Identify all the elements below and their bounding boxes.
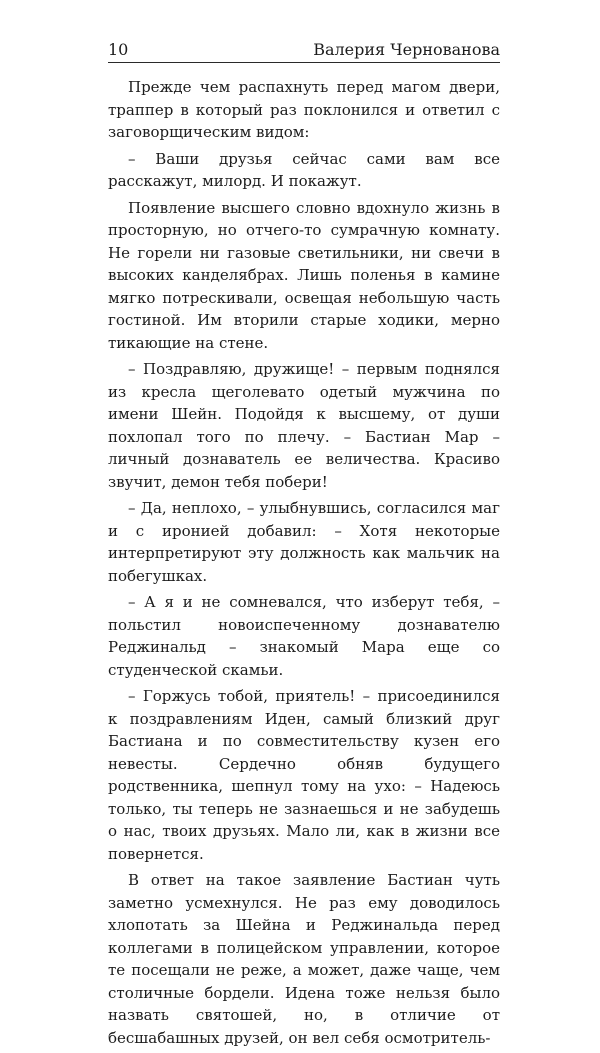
paragraph: – А я и не сомневался, что изберут тебя, – польстил новоиспеченному дознавателю Реджинальд – знакомый Мара еще со студенческой скамьи. [108, 593, 500, 679]
page-header [108, 40, 500, 63]
body-text [108, 76, 500, 1053]
paragraph: – Горжусь тобой, приятель! – присоединился к поздравлениям Иден, самый близкий друг Бастиана и по совместительству кузен его невесты. Сердечно обняв будущего родственника, шепнул тому на ухо: – Надеюсь только, ты теперь не зазнаешься и не забудешь о нас, твоих друзьях. Мало ли, как в жизни все повернется. [108, 687, 500, 863]
page-number: 10 [108, 40, 129, 59]
paragraph: Появление высшего словно вдохнуло жизнь в просторную, но отчего-то сумрачную комнату. Не горели ни газовые светильники, ни свечи в высоких канделябрах. Лишь поленья в камине мягко потрескивали, освещая небольшую часть гостиной. Им вторили старые ходики, мерно тикающие на стене. [108, 198, 500, 352]
paragraph: – Поздравляю, дружище! – первым поднялся из кресла щеголевато одетый мужчина по имени Шейн. Подойдя к высшему, от души похлопал того по плечу. – Бастиан Мар – личный дознаватель ее величества. Красиво звучит, демон тебя побери! [108, 360, 500, 491]
paragraph: Прежде чем распахнуть перед магом двери, траппер в который раз поклонился и ответил с заговорщическим видом: [108, 78, 500, 141]
running-head-author: Валерия Чернованова [313, 40, 500, 59]
paragraph: – Да, неплохо, – улыбнувшись, согласился маг и с иронией добавил: – Хотя некоторые интерпретируют эту должность как мальчик на побегушках. [108, 499, 500, 585]
paragraph: В ответ на такое заявление Бастиан чуть заметно усмехнулся. Не раз ему доводилось хлопотать за Шейна и Реджинальда перед коллегами в полицейском управлении, которое те посещали не реже, а может, даже чаще, чем столичные бордели. Идена тоже нельзя было назвать святошей, но, в отличие от бесшабашных друзей, он вел себя осмотритель- [108, 871, 500, 1047]
paragraph: – Ваши друзья сейчас сами вам все расскажут, милорд. И покажут. [108, 149, 500, 190]
